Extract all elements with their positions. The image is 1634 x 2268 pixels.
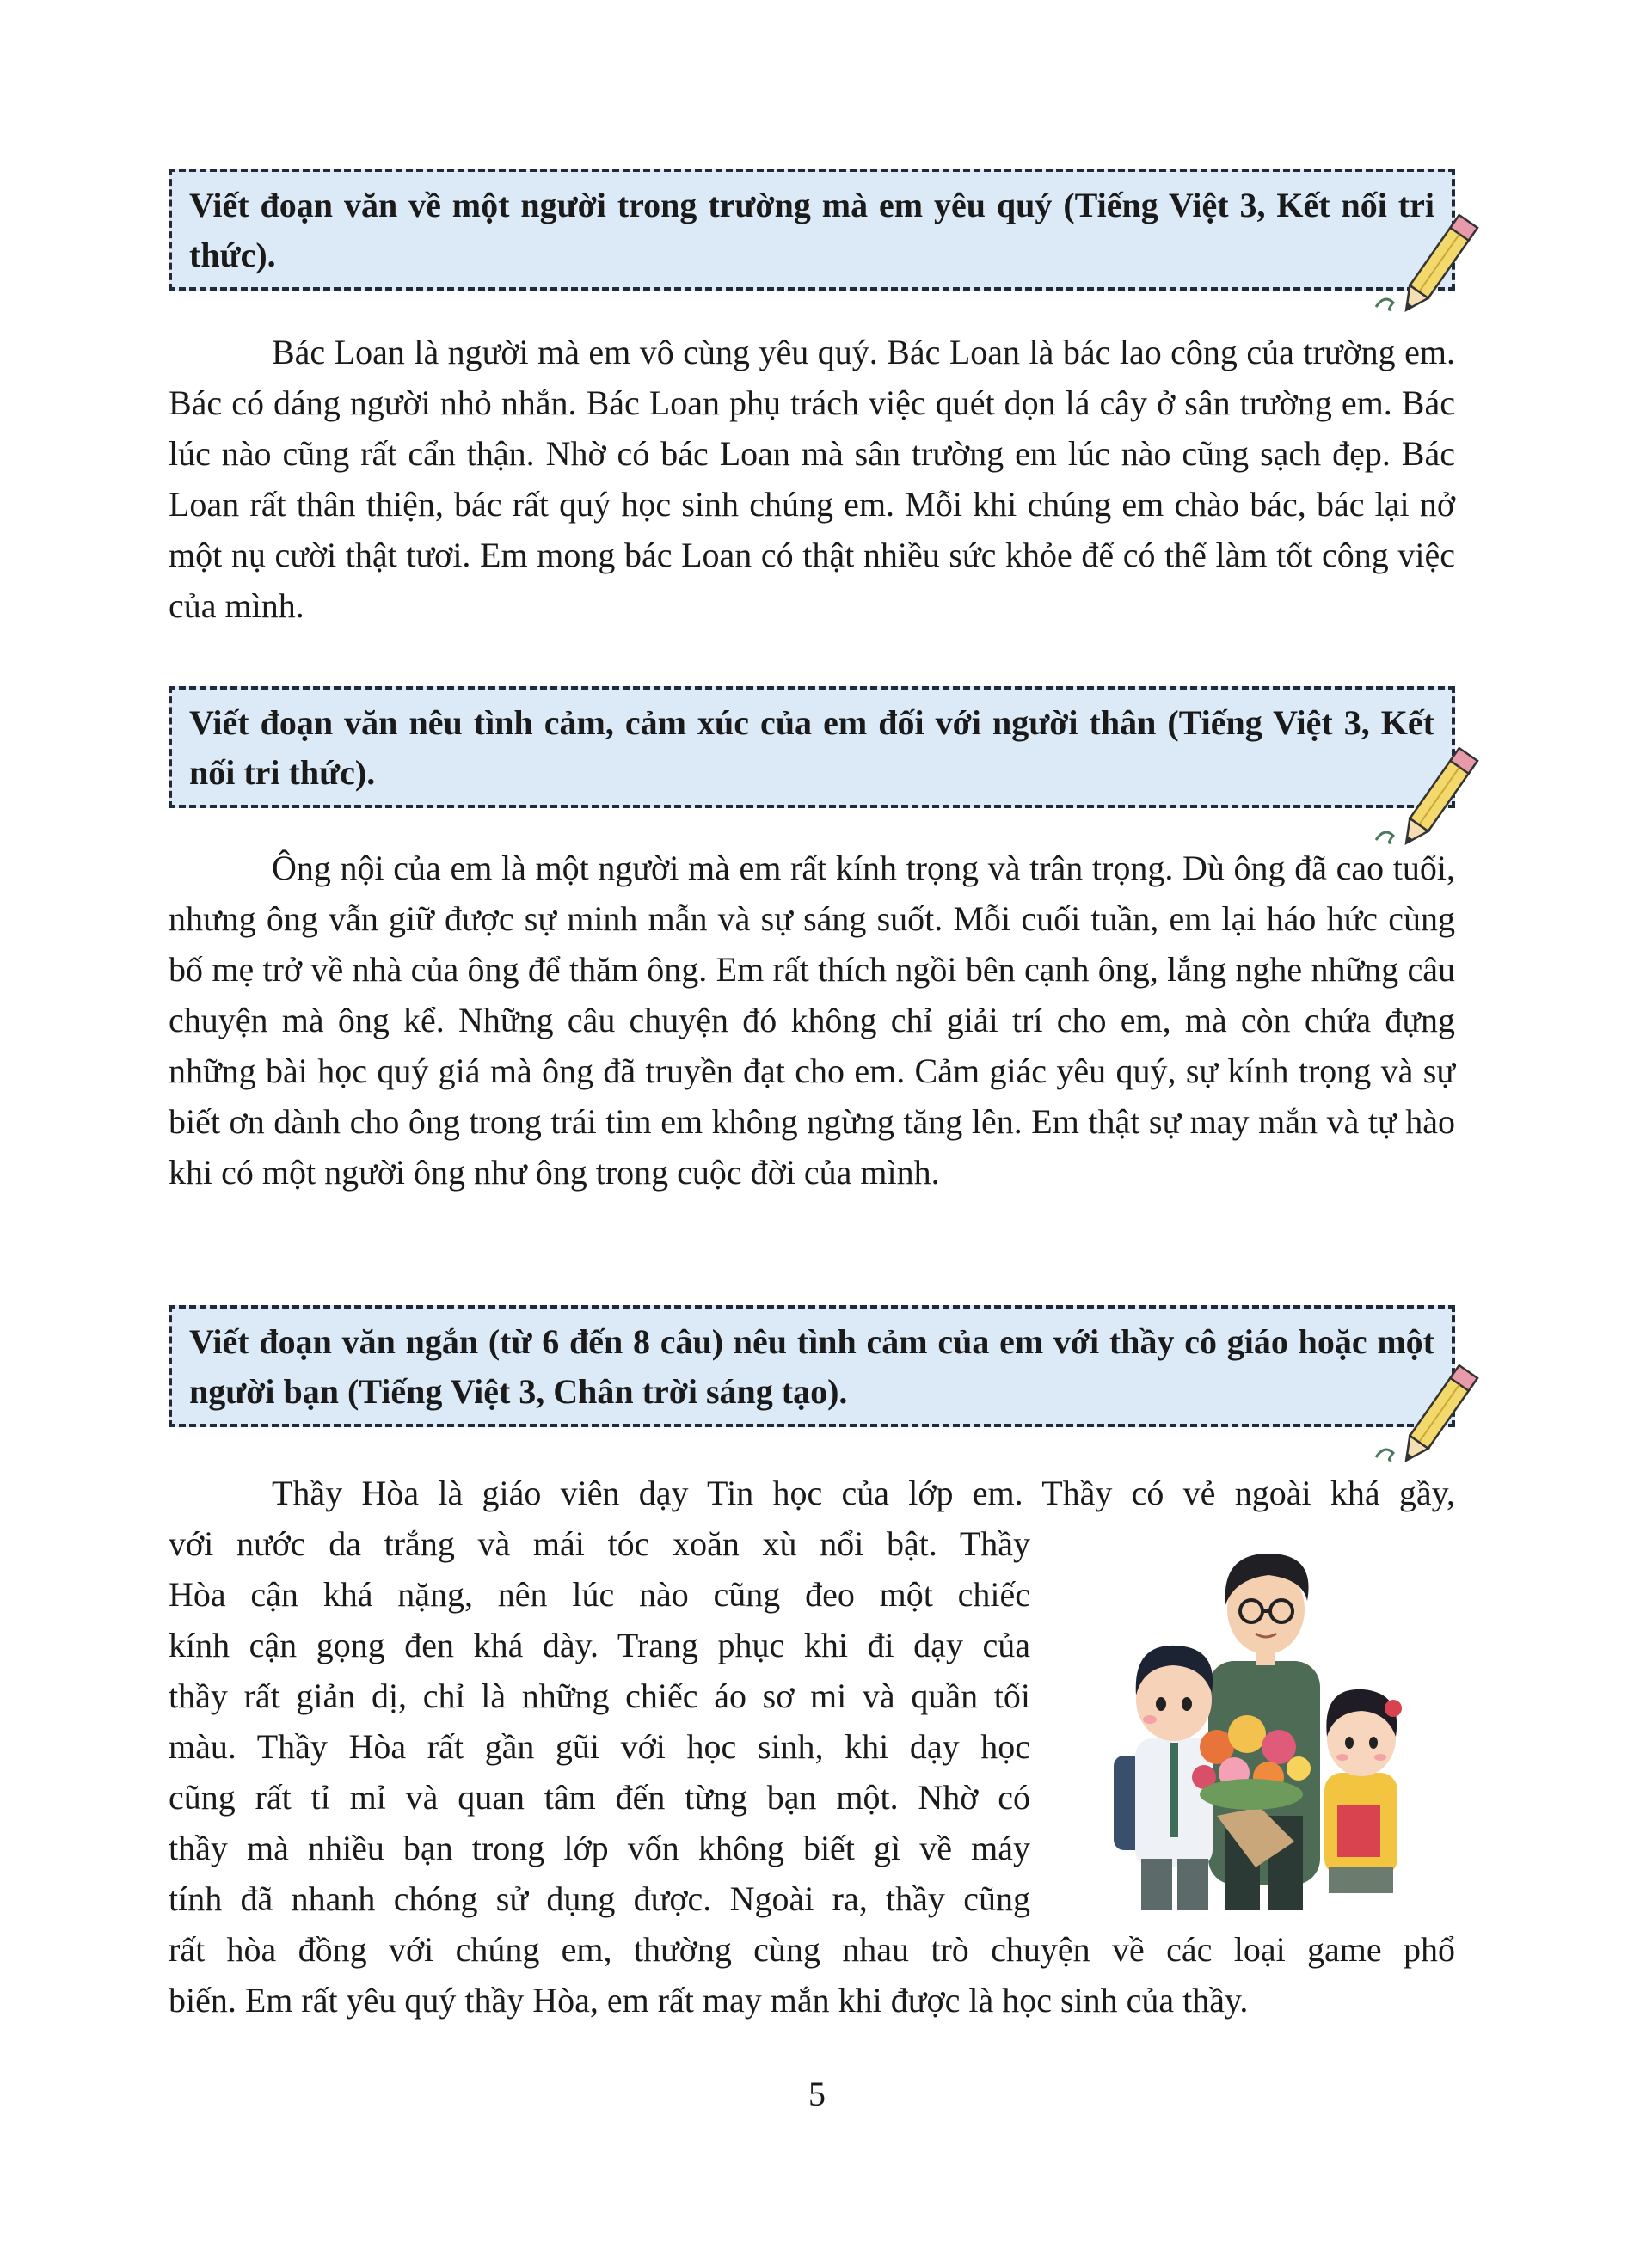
- teacher-students-illustration: [1088, 1532, 1432, 1919]
- pencil-icon: [1367, 1350, 1496, 1470]
- pencil-icon: [1367, 733, 1496, 853]
- pencil-icon: [1367, 199, 1496, 320]
- section-3-paragraph: Thầy Hòa là giáo viên dạy Tin học của lớp em. Thầy có vẻ ngoài khá gầy, với nước da trắng và mái tóc xoăn xù nổi bật. Thầy Hòa cận khá nặng, nên lúc nào cũng đeo một chiếc kính cận gọng đen khá dày. Trang phục khi đi dạy của thầy rất giản dị, chỉ là những chiếc áo sơ mi và quần tối màu. Thầy Hòa rất gần gũi với học sinh, khi dạy học cũng rất tỉ mỉ và quan tâm đến từng bạn một. Nhờ có thầy mà nhiều bạn trong lớp vốn không biết gì về máy tính đã nhanh chóng sử dụng được. Ngoài ra, thầy cũng rất hòa đồng với chúng em, thường cùng nhau trò chuyện về các loại game phổ biến. Em rất yêu quý thầy Hòa, em rất may mắn khi được là học sinh của thầy.: [169, 1474, 1455, 2020]
- section-1-paragraph: Bác Loan là người mà em vô cùng yêu quý. Bác Loan là bác lao công của trường em. Bác có dáng người nhỏ nhắn. Bác Loan phụ trách việc quét dọn lá cây ở sân trường em. Bác lúc nào cũng rất cẩn thận. Nhờ có bác Loan mà sân trường em lúc nào cũng sạch đẹp. Bác Loan rất thân thiện, bác rất quý học sinh chúng em. Mỗi khi chúng em chào bác, bác lại nở một nụ cười thật tươi. Em mong bác Loan có thật nhiều sức khỏe để có thể làm tốt công việc của mình.: [169, 333, 1455, 625]
- section-3-heading-text: Viết đoạn văn ngắn (từ 6 đến 8 câu) nêu tình cảm của em với thầy cô giáo hoặc một người bạn (Tiếng Việt 3, Chân trời sáng tạo).: [189, 1322, 1434, 1411]
- section-2-heading-text: Viết đoạn văn nêu tình cảm, cảm xúc của em đối với người thân (Tiếng Việt 3, Kết nối tri thức).: [189, 703, 1434, 792]
- section-1-heading-text: Viết đoạn văn về một người trong trường mà em yêu quý (Tiếng Việt 3, Kết nối tri thức).: [189, 186, 1434, 274]
- girl-figure: [1324, 1689, 1402, 1893]
- section-2-heading: [169, 686, 1455, 808]
- section-1-heading: [169, 169, 1455, 291]
- section-2-paragraph: Ông nội của em là một người mà em rất kính trọng và trân trọng. Dù ông đã cao tuổi, nhưng ông vẫn giữ được sự minh mẫn và sự sáng suốt. Mỗi cuối tuần, em lại háo hức cùng bố mẹ trở về nhà của ông để thăm ông. Em rất thích ngồi bên cạnh ông, lắng nghe những câu chuyện mà ông kể. Những câu chuyện đó không chỉ giải trí cho em, mà còn chứa đựng những bài học quý giá mà ông đã truyền đạt cho em. Cảm giác yêu quý, sự kính trọng và sự biết ơn dành cho ông trong trái tim em không ngừng tăng lên. Em thật sự may mắn và tự hào khi có một người ông như ông trong cuộc đời của mình.: [169, 849, 1455, 1192]
- section-3-heading: [169, 1305, 1455, 1427]
- page-number: 5: [808, 2075, 826, 2113]
